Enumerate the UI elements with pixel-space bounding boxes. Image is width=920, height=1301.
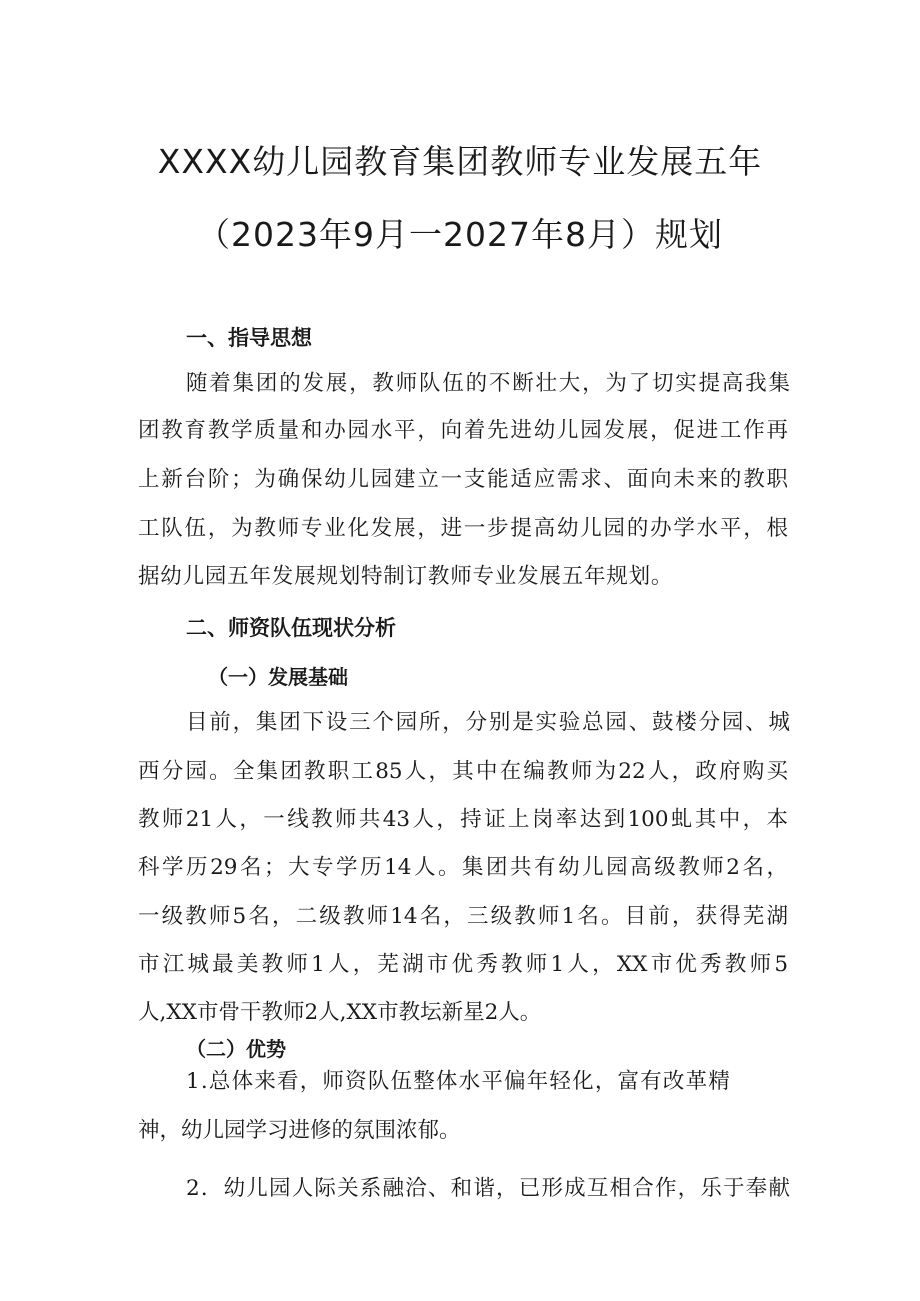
paragraph-line: 据幼儿园五年发展规划特制订教师专业发展五年规划。: [138, 564, 674, 589]
paragraph-line: 目前，集团下设三个园所，分别是实验总园、鼓楼分园、城: [186, 710, 790, 735]
paragraph-line: 上新台阶；为确保幼儿园建立一支能适应需求、面向未来的教职: [138, 467, 788, 492]
paragraph-line: 科学历29名；大专学历14人。集团共有幼儿园高级教师2名，: [138, 855, 788, 880]
subsection-heading: （二）优势: [186, 1037, 286, 1061]
paragraph-line: 市江城最美教师1人，芜湖市优秀教师1人，XX市优秀教师5: [138, 952, 788, 977]
paragraph-line: 团教育教学质量和办园水平，向着先进幼儿园发展，促进工作再: [138, 418, 788, 443]
paragraph-line: 神，幼儿园学习进修的氛围浓郁。: [138, 1118, 461, 1143]
document-title-line-1: XXXX幼儿园教育集团教师专业发展五年: [157, 142, 763, 181]
section-2-heading: 二、师资队伍现状分析: [186, 616, 396, 640]
paragraph-line: 一级教师5名，二级教师14名，三级教师1名。目前，获得芜湖: [138, 904, 788, 929]
paragraph-line: 教师21人，一线教师共43人，持证上岗率达到100虬其中，本: [138, 807, 788, 832]
paragraph-line: 人,XX市骨干教师2人,XX市教坛新星2人。: [138, 1000, 542, 1025]
paragraph-line: 西分园。全集团教职工85人，其中在编教师为22人，政府购买: [138, 759, 788, 784]
paragraph-line: 2．幼儿园人际关系融洽、和谐，已形成互相合作，乐于奉献: [186, 1176, 790, 1201]
document-title-line-2: （2023年9月一2027年8月）规划: [197, 215, 723, 254]
paragraph-line: 1.总体来看，师资队伍整体水平偏年轻化，富有改革精: [186, 1069, 732, 1094]
section-1-heading: 一、指导思想: [186, 326, 312, 350]
paragraph-line: 工队伍，为教师专业化发展，进一步提高幼儿园的办学水平，根: [138, 516, 788, 541]
subsection-heading: （一）发展基础: [208, 665, 348, 689]
paragraph-line: 随着集团的发展，教师队伍的不断壮大，为了切实提高我集: [186, 371, 790, 396]
